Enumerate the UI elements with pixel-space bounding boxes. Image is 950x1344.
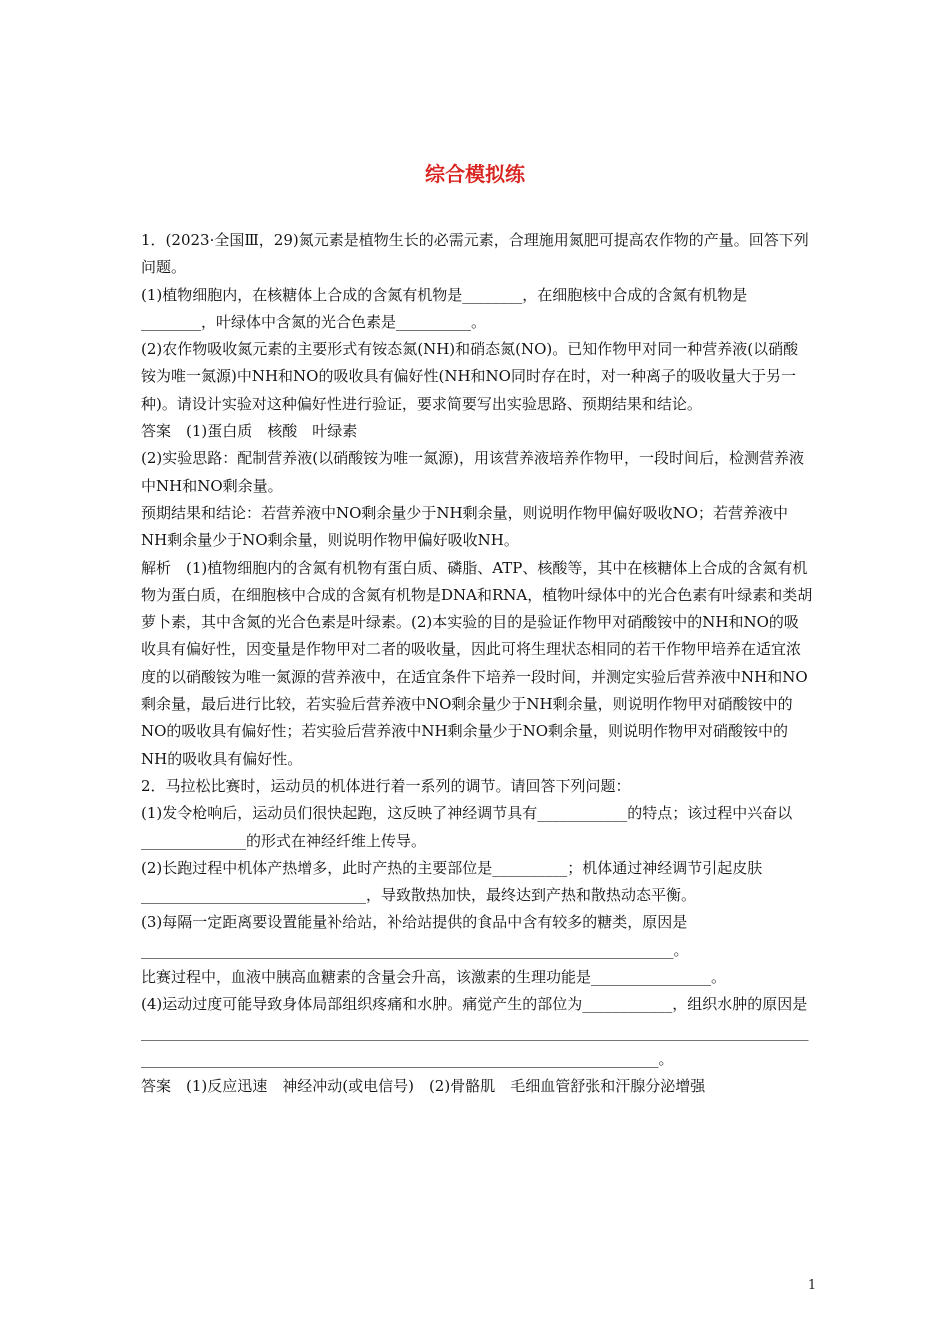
question-1-answer-part-2: (2)实验思路：配制营养液(以硝酸铵为唯一氮源)，用该营养液培养作物甲，一段时间后，检测营养液中NH和NO剩余量。 xyxy=(141,449,804,495)
question-1-stem: 1．(2023·全国Ⅲ，29)氮元素是植物生长的必需元素，合理施用氮肥可提高农作物的产量。回答下列问题。 xyxy=(141,231,809,277)
question-2-part-4: (4)运动过度可能导致身体局部组织疼痛和水肿。痛觉产生的部位为____________，组织水肿的原因是______________________________________________________________________________________________________________________________________________________________。 xyxy=(141,995,809,1068)
question-2-part-1: (1)发令枪响后，运动员们很快起跑，这反映了神经调节具有____________的特点；该过程中兴奋以______________的形式在神经纤维上传导。 xyxy=(141,804,793,850)
question-2-answer: 答案 (1)反应迅速 神经冲动(或电信号) (2)骨骼肌 毛细血管舒张和汗腺分泌增强 xyxy=(141,1077,706,1096)
question-1-answer: 答案 (1)蛋白质 核酸 叶绿素 xyxy=(141,422,358,441)
question-2-part-3-continued: 比赛过程中，血液中胰高血糖素的含量会升高，该激素的生理功能是________________。 xyxy=(141,968,727,987)
question-1-analysis: 解析 (1)植物细胞内的含氮有机物有蛋白质、磷脂、ATP、核酸等，其中在核糖体上合成的含氮有机物为蛋白质，在细胞核中合成的含氮有机物是DNA和RNA，植物叶绿体中的光合色素有叶绿素和类胡萝卜素，其中含氮的光合色素是叶绿素。(2)本实验的目的是验证作物甲对硝酸铵中的NH和NO的吸收具有偏好性，因变量是作物甲对二者的吸收量，因此可将生理状态相同的若干作物甲培养在适宜浓度的以硝酸铵为唯一氮源的营养液中，在适宜条件下培养一段时间，并测定实验后营养液中NH和NO剩余量，最后进行比较，若实验后营养液中NO剩余量少于NH剩余量，则说明作物甲对硝酸铵中的NO的吸收具有偏好性；若实验后营养液中NH剩余量少于NO剩余量，则说明作物甲对硝酸铵中的NH的吸收具有偏好性。 xyxy=(141,558,813,768)
question-1-part-1: (1)植物细胞内，在核糖体上合成的含氮有机物是________，在细胞核中合成的含氮有机物是________，叶绿体中含氮的光合色素是__________。 xyxy=(141,285,748,331)
question-2-part-3: (3)每隔一定距离要设置能量补给站，补给站提供的食品中含有较多的糖类，原因是_______________________________________________________________________。 xyxy=(141,913,689,959)
question-2-part-2: (2)长跑过程中机体产热增多，此时产热的主要部位是__________；机体通过神经调节引起皮肤______________________________，导致散热加快，最终达到产热和散热动态平衡。 xyxy=(141,858,763,905)
question-2-stem: 2．马拉松比赛时，运动员的机体进行着一系列的调节。请回答下列问题： xyxy=(141,776,631,795)
question-1-answer-result: 预期结果和结论：若营养液中NO剩余量少于NH剩余量，则说明作物甲偏好吸收NO；若营养液中NH剩余量少于NO剩余量，则说明作物甲偏好吸收NH。 xyxy=(141,503,789,550)
page-number: 1 xyxy=(807,1278,817,1293)
page-title: 综合模拟练 xyxy=(425,162,525,186)
document-body xyxy=(141,227,813,1101)
question-1-part-2: (2)农作物吸收氮元素的主要形式有铵态氮(NH)和硝态氮(NO)。已知作物甲对同一种营养液(以硝酸铵为唯一氮源)中NH和NO的吸收具有偏好性(NH和NO同时存在时，对一种离子的吸收量大于另一种)。请设计实验对这种偏好性进行验证，要求简要写出实验思路、预期结果和结论。 xyxy=(141,340,799,413)
